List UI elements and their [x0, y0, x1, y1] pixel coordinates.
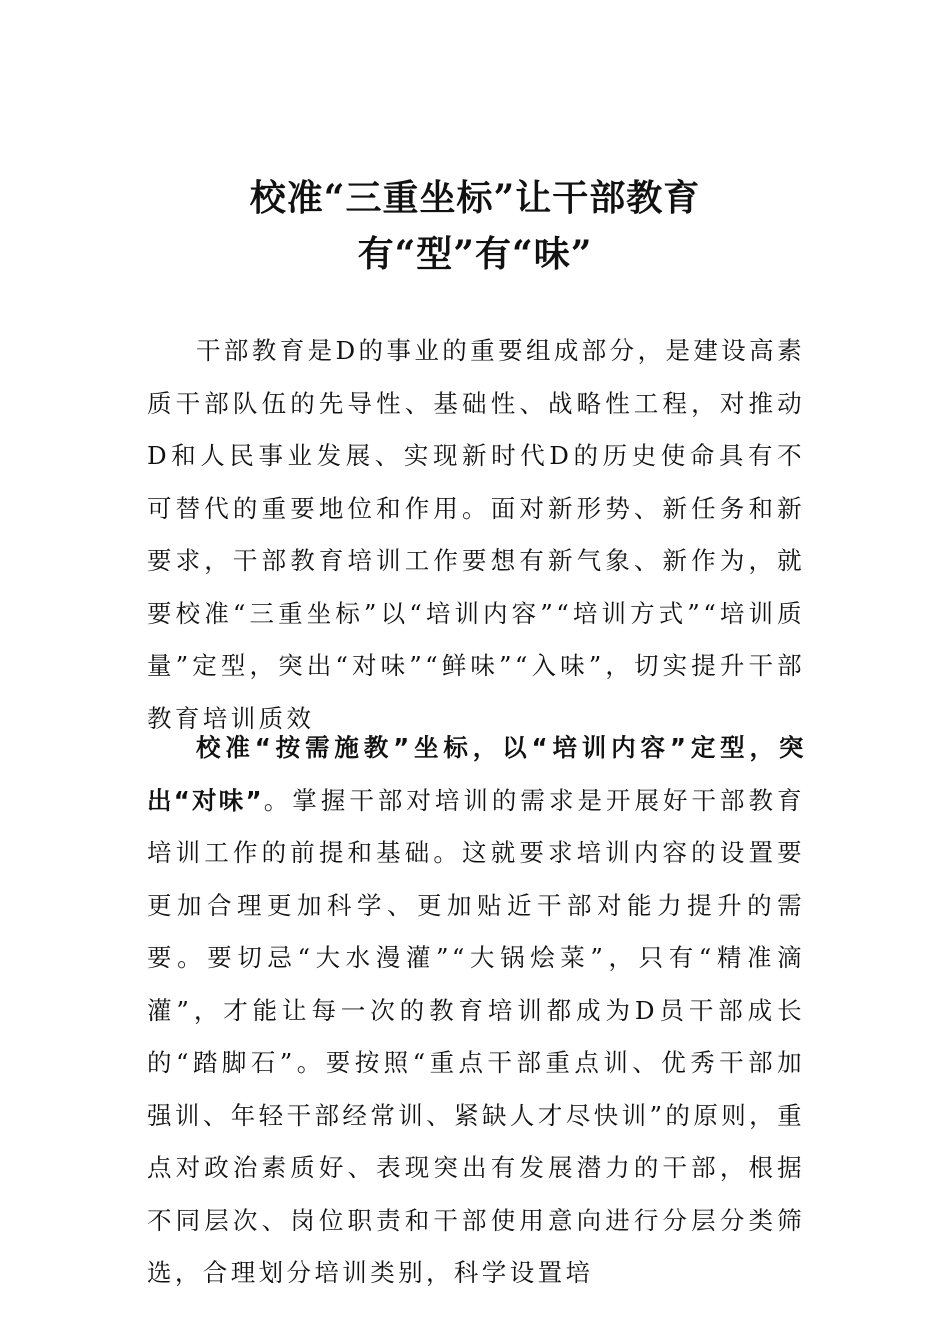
- document-title: 校准“三重坐标”让干部教育有“型”有“味”: [249, 177, 701, 275]
- paragraph-intro: [147, 325, 805, 745]
- section-1-text: 。掌握干部对培训的需求是开展好干部教育培训工作的前提和基础。这就要求培训内容的设置要更加合理更加科学、更加贴近干部对能力提升的需要。要切忌“大水漫灌”“大锅烩菜”，只有“精准滴灌”，才能让每一次的教育培训都成为D员干部成长的“踏脚石”。要按照“重点干部重点训、优秀干部加强训、年轻干部经常训、紧缺人才尽快训”的原则，重点对政治素质好、表现突出有发展潜力的干部，根据不同层次、岗位职责和干部使用意向进行分层分类筛选，合理划分培训类别，科学设置培: [147, 785, 805, 1287]
- paragraph-intro-text: 干部教育是D的事业的重要组成部分，是建设高素质干部队伍的先导性、基础性、战略性工程，对推动D和人民事业发展、实现新时代D的历史使命具有不可替代的重要地位和作用。面对新形势、新任务和新要求，干部教育培训工作要想有新气象、新作为，就要校准“三重坐标”以“培训内容”“培训方式”“培训质量”定型，突出“对味”“鲜味”“入味”，切实提升干部教育培训质效: [147, 336, 805, 733]
- section-1-heading: 校准“按需施教”坐标，以“培训内容”定型，突出“对味”: [147, 733, 805, 815]
- paragraph-section-1: [147, 722, 805, 1300]
